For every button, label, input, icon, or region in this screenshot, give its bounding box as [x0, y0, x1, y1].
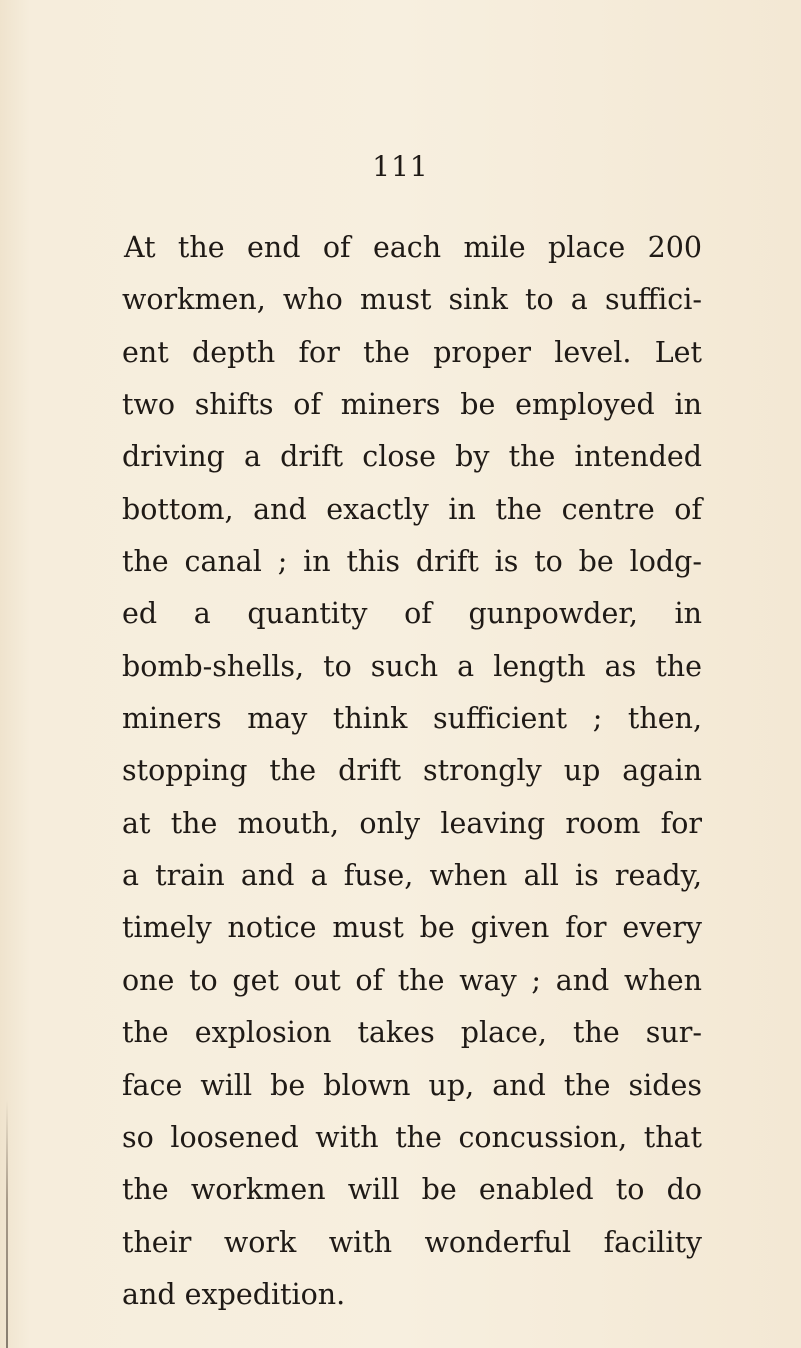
text-line: so loosened with the concussion, that	[122, 1120, 702, 1154]
text-line: their work with wonderful facility	[122, 1225, 702, 1259]
text-line: timely notice must be given for every	[122, 911, 702, 945]
text-line: one to get out of the way ; and when	[122, 963, 702, 997]
text-line: a train and a fuse, when all is ready,	[122, 859, 702, 893]
text-line: driving a drift close by the intended	[122, 440, 702, 474]
text-line: face will be blown up, and the sides	[122, 1068, 702, 1102]
text-line: miners may think sufficient ; then,	[122, 702, 702, 736]
binding-edge	[6, 1100, 8, 1348]
text-line: and expedition.	[122, 1277, 346, 1311]
text-line: the workmen will be enabled to do	[122, 1173, 702, 1207]
text-line: ed a quantity of gunpowder, in	[122, 597, 702, 631]
text-line: at the mouth, only leaving room for	[122, 806, 702, 840]
text-line: ent depth for the proper level. Let	[122, 335, 702, 369]
text-line: bomb-shells, to such a length as the	[122, 649, 702, 683]
body-paragraph	[122, 222, 702, 1321]
text-line: bottom, and exactly in the centre of	[122, 492, 702, 526]
page-number: 111	[372, 150, 429, 183]
text-line: At the end of each mile place 200	[124, 231, 702, 264]
text-line: workmen, who must sink to a suffici-	[122, 283, 702, 317]
text-line: two shifts of miners be employed in	[122, 388, 702, 422]
text-line: the canal ; in this drift is to be lodg-	[122, 545, 702, 579]
text-line: stopping the drift strongly up again	[122, 754, 702, 788]
text-line: the explosion takes place, the sur-	[122, 1016, 702, 1050]
